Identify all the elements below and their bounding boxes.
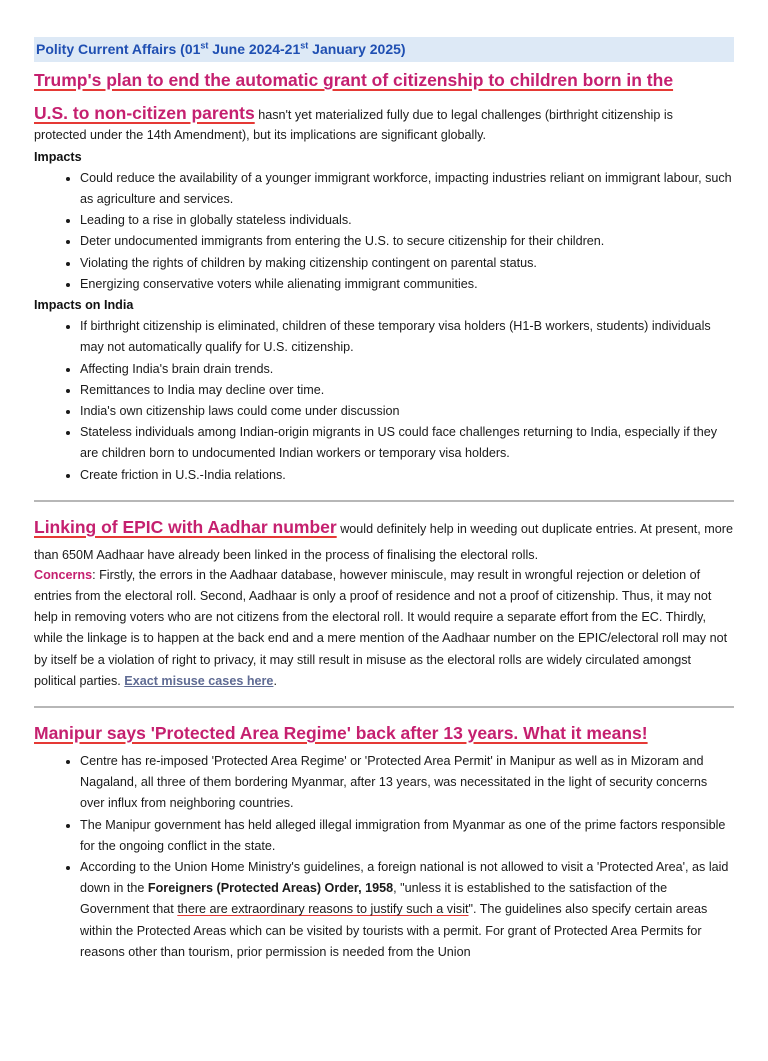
list-item: • Stateless individuals among Indian-origin migrants in US could face challenges returning to India, especially if they are children born to undocumented Indian workers or temporary visa holders. [80,422,734,464]
header-title-part-c: January 2025) [308,41,406,57]
list-item: • Leading to a rise in globally stateless individuals. [80,210,734,231]
concerns-label: Concerns [34,567,93,582]
section1-intro-inline: hasn't yet materialized fully due to legal challenges (birthright citizenship is [254,108,673,122]
header-title-part-a: Polity Current Affairs (01 [36,41,201,57]
impacts-on-india-label: Impacts on India [34,297,134,312]
concerns-tail: . [273,673,277,688]
section2-heading: Linking of EPIC with Aadhar number [34,516,337,537]
list-item: • Deter undocumented immigrants from entering the U.S. to secure citizenship for their children. [80,231,734,252]
section1-heading-line1: Trump's plan to end the automatic grant of citizenship to children born in the [34,70,674,90]
header-sup-1: st [200,40,209,51]
section1-heading-line2: U.S. to non-citizen parents [34,103,255,123]
section-divider [34,706,734,708]
misuse-cases-link[interactable]: Exact misuse cases here [124,673,274,688]
concerns-text: : Firstly, the errors in the Aadhaar database, however miniscule, may result in wrongful rejection or deletion of entries from the electoral roll. Second, Aadhaar is only a proof of residence and not a proof of citizenship. Thus, it may not help in removing voters who are not citizens from the electoral roll. It would require a separate effort from the EC. Thirdly, while the linkage is to happen at the back end and a mere mention of the Aadhaar number on the EPIC/electoral roll may not by itself be a violation of right to privacy, it may still result in misuse as the electoral rolls are widely circulated amongst political parties. [34,567,728,688]
list-item: • If birthright citizenship is eliminated, children of these temporary visa holders (H1-B workers, students) individuals may not automatically qualify for U.S. citizenship. [80,316,734,358]
bullet3-text-b: , "unless it is established to the satisfaction of the Government that [80,881,668,917]
section-divider [34,500,734,502]
list-item: • Create friction in U.S.-India relations. [80,465,734,486]
section1-intro-line2: protected under the 14th Amendment), but its implications are significant globally. [34,128,486,142]
list-item: • Centre has re-imposed 'Protected Area Regime' or 'Protected Area Permit' in Manipur as well as in Mizoram and Nagaland, all three of them bordering Myanmar, after 13 years, was necessitated in the light of security concerns over influx from neighboring countries. [80,751,734,815]
document-page [0,37,768,963]
list-item: • The Manipur government has held alleged illegal immigration from Myanmar as one of the prime factors responsible for the ongoing conflict in the state. [80,815,734,857]
section-epic-aadhar [34,512,734,692]
section-header-band [34,37,734,62]
header-sup-2: st [300,40,309,51]
header-title-part-b: June 2024-21 [208,41,301,57]
section-manipur-protected-area [34,718,734,963]
bullet3-text-c: ". The guidelines also specify certain areas within the Protected Areas which can be visited by tourists with a permit. For grant of Protected Area Permits for reasons other than tourism, prior permission is needed from the Union [80,902,708,959]
section2-concerns [34,565,734,692]
foreigners-order-name: Foreigners (Protected Areas) Order, 1958 [147,881,394,896]
list-item [80,857,734,963]
impacts-on-india-list [34,316,734,486]
list-item: • Could reduce the availability of a younger immigrant workforce, impacting industries reliant on immigrant labour, such as agriculture and services. [80,168,734,210]
impacts-list [34,168,734,295]
list-item: • Affecting India's brain drain trends. [80,359,734,380]
list-item: • Energizing conservative voters while alienating immigrant communities. [80,274,734,295]
list-item: • Remittances to India may decline over time. [80,380,734,401]
impacts-label: Impacts [34,149,82,164]
section2-intro-text: would definitely help in weeding out duplicate entries. At present, more than 650M Aadhaar have already been linked in the process of finalising the electoral rolls. [34,521,733,562]
list-item: • India's own citizenship laws could come under discussion [80,401,734,422]
section3-heading: Manipur says 'Protected Area Regime' back after 13 years. What it means! [34,722,648,743]
section2-intro [34,512,734,567]
manipur-list [34,751,734,963]
extraordinary-reasons-quote: there are extraordinary reasons to justify such a visit [177,902,469,917]
list-item: • Violating the rights of children by making citizenship contingent on parental status. [80,253,734,274]
bullet3-text-a: According to the Union Home Ministry's guidelines, a foreign national is not allowed to visit a 'Protected Area', as laid down in the [80,859,729,896]
section-birthright-citizenship [34,65,734,486]
